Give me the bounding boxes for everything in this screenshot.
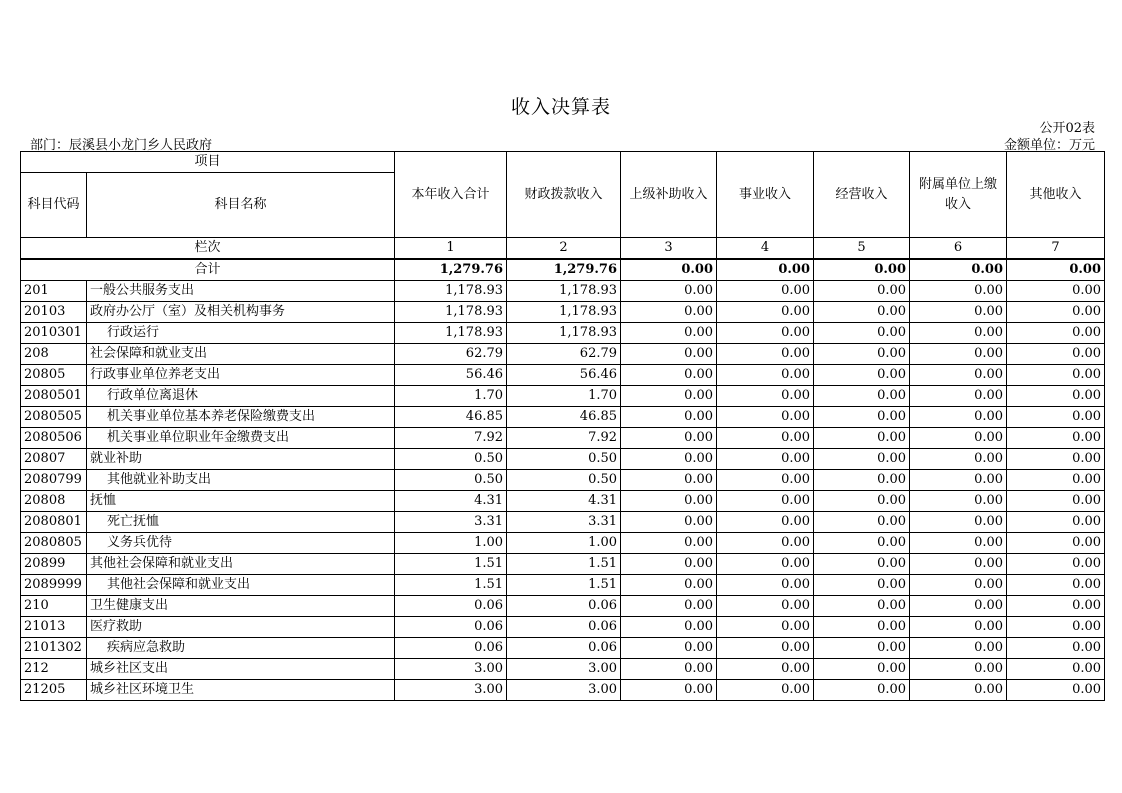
col-number-2: 2 [507,238,621,260]
row-value: 0.00 [1007,512,1105,533]
row-value: 0.00 [814,302,910,323]
row-value: 0.00 [814,617,910,638]
row-value: 1.51 [507,575,621,596]
table-row [21,491,1105,512]
row-name: 行政运行 [87,323,395,344]
table-row [21,470,1105,491]
row-value: 7.92 [507,428,621,449]
row-value: 0.00 [717,302,814,323]
row-value: 0.00 [621,386,717,407]
row-value: 0.00 [1007,554,1105,575]
table-row [21,575,1105,596]
name-header: 科目名称 [87,173,395,238]
row-value: 1,178.93 [395,281,507,302]
row-value: 0.00 [621,638,717,659]
row-value: 0.00 [1007,575,1105,596]
row-value: 0.00 [621,344,717,365]
row-value: 0.50 [507,470,621,491]
row-value: 0.00 [910,323,1007,344]
total-value: 0.00 [1007,259,1105,281]
total-label: 合计 [21,259,395,281]
row-code: 21013 [21,617,87,638]
row-value: 0.00 [1007,344,1105,365]
row-value: 0.00 [910,533,1007,554]
row-value: 0.00 [717,365,814,386]
table-row [21,323,1105,344]
row-name: 就业补助 [87,449,395,470]
row-name: 社会保障和就业支出 [87,344,395,365]
row-value: 7.92 [395,428,507,449]
row-value: 3.00 [507,680,621,701]
row-value: 0.00 [1007,491,1105,512]
row-name: 城乡社区支出 [87,659,395,680]
row-value: 0.00 [910,575,1007,596]
row-value: 0.00 [814,344,910,365]
total-row [21,259,1105,281]
table-row [21,659,1105,680]
row-value: 0.00 [621,491,717,512]
row-value: 4.31 [507,491,621,512]
row-value: 0.00 [717,407,814,428]
row-value: 1,178.93 [507,323,621,344]
col-header-1: 本年收入合计 [395,152,507,238]
lanci-label: 栏次 [21,238,395,260]
col-header-7: 其他收入 [1007,152,1105,238]
table-row [21,302,1105,323]
row-code: 21205 [21,680,87,701]
row-value: 0.00 [814,491,910,512]
row-code: 2010301 [21,323,87,344]
row-value: 0.00 [621,428,717,449]
row-value: 0.00 [717,596,814,617]
row-value: 1.70 [507,386,621,407]
header-row-project [21,152,1105,173]
col-number-5: 5 [814,238,910,260]
row-name: 政府办公厅（室）及相关机构事务 [87,302,395,323]
row-value: 0.00 [621,470,717,491]
row-value: 0.00 [717,344,814,365]
row-value: 0.00 [910,470,1007,491]
col-header-5: 经营收入 [814,152,910,238]
total-value: 0.00 [717,259,814,281]
page-title: 收入决算表 [510,96,611,118]
row-value: 0.00 [717,470,814,491]
row-value: 0.00 [910,281,1007,302]
row-value: 0.00 [1007,596,1105,617]
row-value: 0.00 [814,281,910,302]
row-value: 0.00 [717,554,814,575]
row-value: 0.00 [814,512,910,533]
lanci-row [21,238,1105,260]
col-header-4: 事业收入 [717,152,814,238]
row-value: 3.31 [507,512,621,533]
row-code: 2101302 [21,638,87,659]
row-value: 0.00 [910,428,1007,449]
row-value: 0.00 [814,323,910,344]
row-value: 0.00 [621,680,717,701]
project-header: 项目 [21,152,395,173]
row-name: 义务兵优待 [87,533,395,554]
income-table [20,151,1105,701]
row-value: 1,178.93 [395,302,507,323]
row-value: 0.00 [910,638,1007,659]
row-value: 0.00 [717,659,814,680]
row-value: 0.00 [910,680,1007,701]
row-value: 1.70 [395,386,507,407]
total-value: 0.00 [621,259,717,281]
row-value: 0.00 [910,659,1007,680]
code-header: 科目代码 [21,173,87,238]
row-value: 0.00 [621,407,717,428]
row-value: 0.00 [1007,281,1105,302]
row-value: 0.00 [1007,470,1105,491]
row-value: 0.00 [910,512,1007,533]
table-row [21,638,1105,659]
row-value: 0.00 [814,470,910,491]
row-code: 20103 [21,302,87,323]
table-row [21,596,1105,617]
row-value: 0.00 [621,302,717,323]
row-name: 抚恤 [87,491,395,512]
table-row [21,344,1105,365]
row-value: 3.00 [395,680,507,701]
row-value: 0.00 [621,617,717,638]
row-value: 46.85 [507,407,621,428]
row-value: 0.00 [1007,449,1105,470]
row-value: 0.50 [395,470,507,491]
row-code: 2089999 [21,575,87,596]
row-value: 4.31 [395,491,507,512]
col-header-2: 财政拨款收入 [507,152,621,238]
table-row [21,512,1105,533]
row-value: 0.00 [814,386,910,407]
row-value: 0.00 [1007,680,1105,701]
row-value: 1,178.93 [507,302,621,323]
row-value: 0.00 [717,491,814,512]
total-value: 1,279.76 [507,259,621,281]
table-row [21,386,1105,407]
row-value: 1.51 [395,575,507,596]
row-name: 卫生健康支出 [87,596,395,617]
row-value: 46.85 [395,407,507,428]
row-name: 城乡社区环境卫生 [87,680,395,701]
row-name: 其他社会保障和就业支出 [87,554,395,575]
row-value: 0.00 [621,575,717,596]
row-value: 0.00 [1007,407,1105,428]
row-value: 0.00 [910,386,1007,407]
row-value: 1.51 [395,554,507,575]
row-value: 0.00 [717,533,814,554]
row-value: 0.00 [814,407,910,428]
row-value: 0.00 [717,428,814,449]
row-value: 0.50 [507,449,621,470]
row-code: 2080501 [21,386,87,407]
row-value: 0.00 [621,512,717,533]
row-value: 0.00 [814,638,910,659]
table-row [21,680,1105,701]
row-value: 0.00 [910,554,1007,575]
row-value: 0.00 [1007,533,1105,554]
row-value: 62.79 [507,344,621,365]
table-row [21,281,1105,302]
row-value: 0.00 [910,302,1007,323]
row-name: 机关事业单位基本养老保险缴费支出 [87,407,395,428]
row-value: 56.46 [507,365,621,386]
row-name: 医疗救助 [87,617,395,638]
row-code: 201 [21,281,87,302]
row-value: 0.00 [717,281,814,302]
row-value: 0.06 [395,638,507,659]
row-code: 212 [21,659,87,680]
row-value: 1.51 [507,554,621,575]
row-value: 0.50 [395,449,507,470]
row-code: 20805 [21,365,87,386]
row-value: 0.00 [910,449,1007,470]
table-body [21,152,1105,701]
row-code: 20899 [21,554,87,575]
row-code: 2080506 [21,428,87,449]
col-number-6: 6 [910,238,1007,260]
row-code: 210 [21,596,87,617]
row-name: 其他就业补助支出 [87,470,395,491]
row-value: 0.00 [1007,365,1105,386]
row-value: 56.46 [395,365,507,386]
row-value: 0.00 [910,407,1007,428]
table-row [21,365,1105,386]
col-number-4: 4 [717,238,814,260]
row-code: 208 [21,344,87,365]
form-number: 公开02表 [1039,121,1095,136]
row-value: 0.00 [814,659,910,680]
col-header-3: 上级补助收入 [621,152,717,238]
row-value: 0.00 [910,344,1007,365]
table-row [21,533,1105,554]
row-value: 0.00 [1007,659,1105,680]
row-value: 0.00 [621,365,717,386]
col-number-1: 1 [395,238,507,260]
col-number-7: 7 [1007,238,1105,260]
row-value: 0.00 [814,554,910,575]
row-value: 0.00 [910,491,1007,512]
row-value: 0.00 [1007,638,1105,659]
total-value: 0.00 [910,259,1007,281]
row-value: 0.00 [814,449,910,470]
col-header-6: 附属单位上缴收入 [910,152,1007,238]
col-number-3: 3 [621,238,717,260]
table-row [21,449,1105,470]
total-value: 0.00 [814,259,910,281]
row-value: 3.00 [507,659,621,680]
table-row [21,617,1105,638]
row-value: 0.00 [717,617,814,638]
row-code: 2080799 [21,470,87,491]
row-name: 行政事业单位养老支出 [87,365,395,386]
row-value: 0.00 [621,596,717,617]
row-name: 死亡抚恤 [87,512,395,533]
row-value: 0.00 [717,323,814,344]
department-label: 部门：辰溪县小龙门乡人民政府 [30,138,213,153]
row-value: 1.00 [395,533,507,554]
row-code: 20808 [21,491,87,512]
row-value: 0.06 [395,596,507,617]
row-name: 其他社会保障和就业支出 [87,575,395,596]
row-value: 0.00 [717,575,814,596]
row-value: 0.00 [910,617,1007,638]
row-value: 0.00 [717,680,814,701]
row-value: 0.00 [1007,302,1105,323]
row-value: 0.00 [1007,428,1105,449]
row-code: 2080801 [21,512,87,533]
row-value: 0.00 [814,596,910,617]
row-value: 0.00 [1007,386,1105,407]
table-row [21,554,1105,575]
row-value: 0.06 [507,617,621,638]
row-value: 0.00 [910,365,1007,386]
row-value: 0.00 [814,575,910,596]
row-value: 0.00 [717,638,814,659]
row-value: 1,178.93 [507,281,621,302]
row-value: 0.00 [621,281,717,302]
row-value: 0.00 [621,533,717,554]
row-value: 0.00 [1007,323,1105,344]
row-value: 1,178.93 [395,323,507,344]
row-value: 0.00 [814,428,910,449]
total-value: 1,279.76 [395,259,507,281]
row-code: 20807 [21,449,87,470]
row-value: 3.31 [395,512,507,533]
row-value: 0.00 [621,449,717,470]
row-value: 0.00 [621,659,717,680]
row-value: 0.00 [910,596,1007,617]
row-value: 0.00 [621,554,717,575]
row-value: 0.00 [814,365,910,386]
table-row [21,428,1105,449]
row-value: 0.00 [621,323,717,344]
row-code: 2080805 [21,533,87,554]
row-value: 0.06 [507,596,621,617]
row-value: 0.00 [814,533,910,554]
row-code: 2080505 [21,407,87,428]
row-name: 机关事业单位职业年金缴费支出 [87,428,395,449]
row-name: 行政单位离退休 [87,386,395,407]
row-value: 0.00 [717,512,814,533]
table-row [21,407,1105,428]
row-value: 62.79 [395,344,507,365]
row-value: 3.00 [395,659,507,680]
unit-label: 金额单位：万元 [1003,138,1095,153]
row-value: 0.00 [717,386,814,407]
row-value: 0.06 [395,617,507,638]
row-value: 0.06 [507,638,621,659]
row-value: 0.00 [814,680,910,701]
row-value: 1.00 [507,533,621,554]
row-name: 疾病应急救助 [87,638,395,659]
row-value: 0.00 [717,449,814,470]
row-value: 0.00 [1007,617,1105,638]
row-name: 一般公共服务支出 [87,281,395,302]
